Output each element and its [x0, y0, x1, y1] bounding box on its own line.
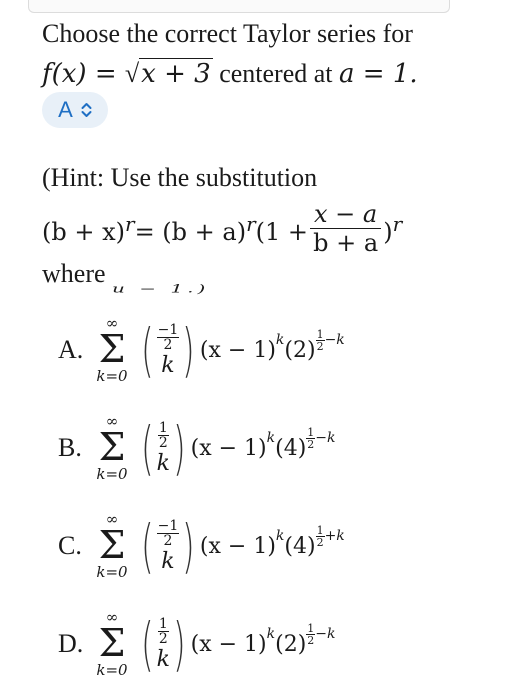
hint-rhs: = $(b + a)^r(1$ +	[134, 211, 309, 246]
summation: ∞ Σ k=0	[96, 314, 128, 385]
binomial-coefficient: ( $\frac{1}{2}$ k )	[141, 610, 186, 678]
hint-close: )$^r$	[383, 211, 403, 246]
answer-select[interactable]	[42, 92, 108, 128]
summation: ∞ Σ k=0	[96, 608, 128, 679]
binomial-coefficient: ( $\frac{-1}{2}$ k )	[141, 512, 195, 580]
binomial-coefficient: ( $\frac{-1}{2}$ k )	[141, 316, 195, 384]
option-d	[58, 610, 336, 678]
summation: ∞ Σ k=0	[96, 412, 128, 483]
hint-line-1: (Hint: Use the substitution	[42, 163, 318, 192]
series-term: (x − 1) k (2) $\frac{1}{2}$ −k	[199, 327, 345, 363]
summation: ∞ Σ k=0	[96, 510, 128, 581]
series-term: (x − 1) k (2) $\frac{1}{2}$ −k	[190, 621, 336, 657]
option-letter: C.	[58, 531, 82, 560]
answer-select-value: A	[58, 97, 73, 122]
chevron-up-down-icon	[81, 102, 92, 118]
hint-block	[42, 160, 482, 298]
center-value: a = 1.	[339, 59, 418, 89]
hint-line-3: where u − 1.)	[42, 259, 210, 296]
sqrt-argument: x + 3	[141, 59, 211, 89]
centered-text: centered at	[212, 59, 340, 88]
function-label: f(x) =	[42, 59, 125, 89]
binomial-coefficient: ( $\frac{1}{2}$ k )	[141, 414, 186, 482]
series-term: (x − 1) k (4) $\frac{1}{2}$ +k	[199, 523, 345, 559]
hint-lhs: $(b + x)^r$	[42, 211, 135, 246]
option-b	[58, 414, 336, 482]
hint-fraction: $\frac{x - a}{b + a}$	[310, 200, 381, 257]
question-text	[42, 14, 482, 94]
option-c	[58, 512, 345, 580]
series-term: (x − 1) k (4) $\frac{1}{2}$ −k	[190, 425, 336, 461]
option-letter: B.	[58, 433, 82, 462]
option-letter: A.	[58, 335, 84, 364]
question-line-1: Choose the correct Taylor series for	[42, 19, 413, 48]
question-line-2: f(x) = √x + 3 centered at a = 1.	[42, 59, 418, 89]
top-edge	[28, 0, 450, 13]
option-letter: D.	[58, 629, 84, 658]
hint-formula	[42, 200, 482, 257]
option-a	[58, 316, 345, 384]
